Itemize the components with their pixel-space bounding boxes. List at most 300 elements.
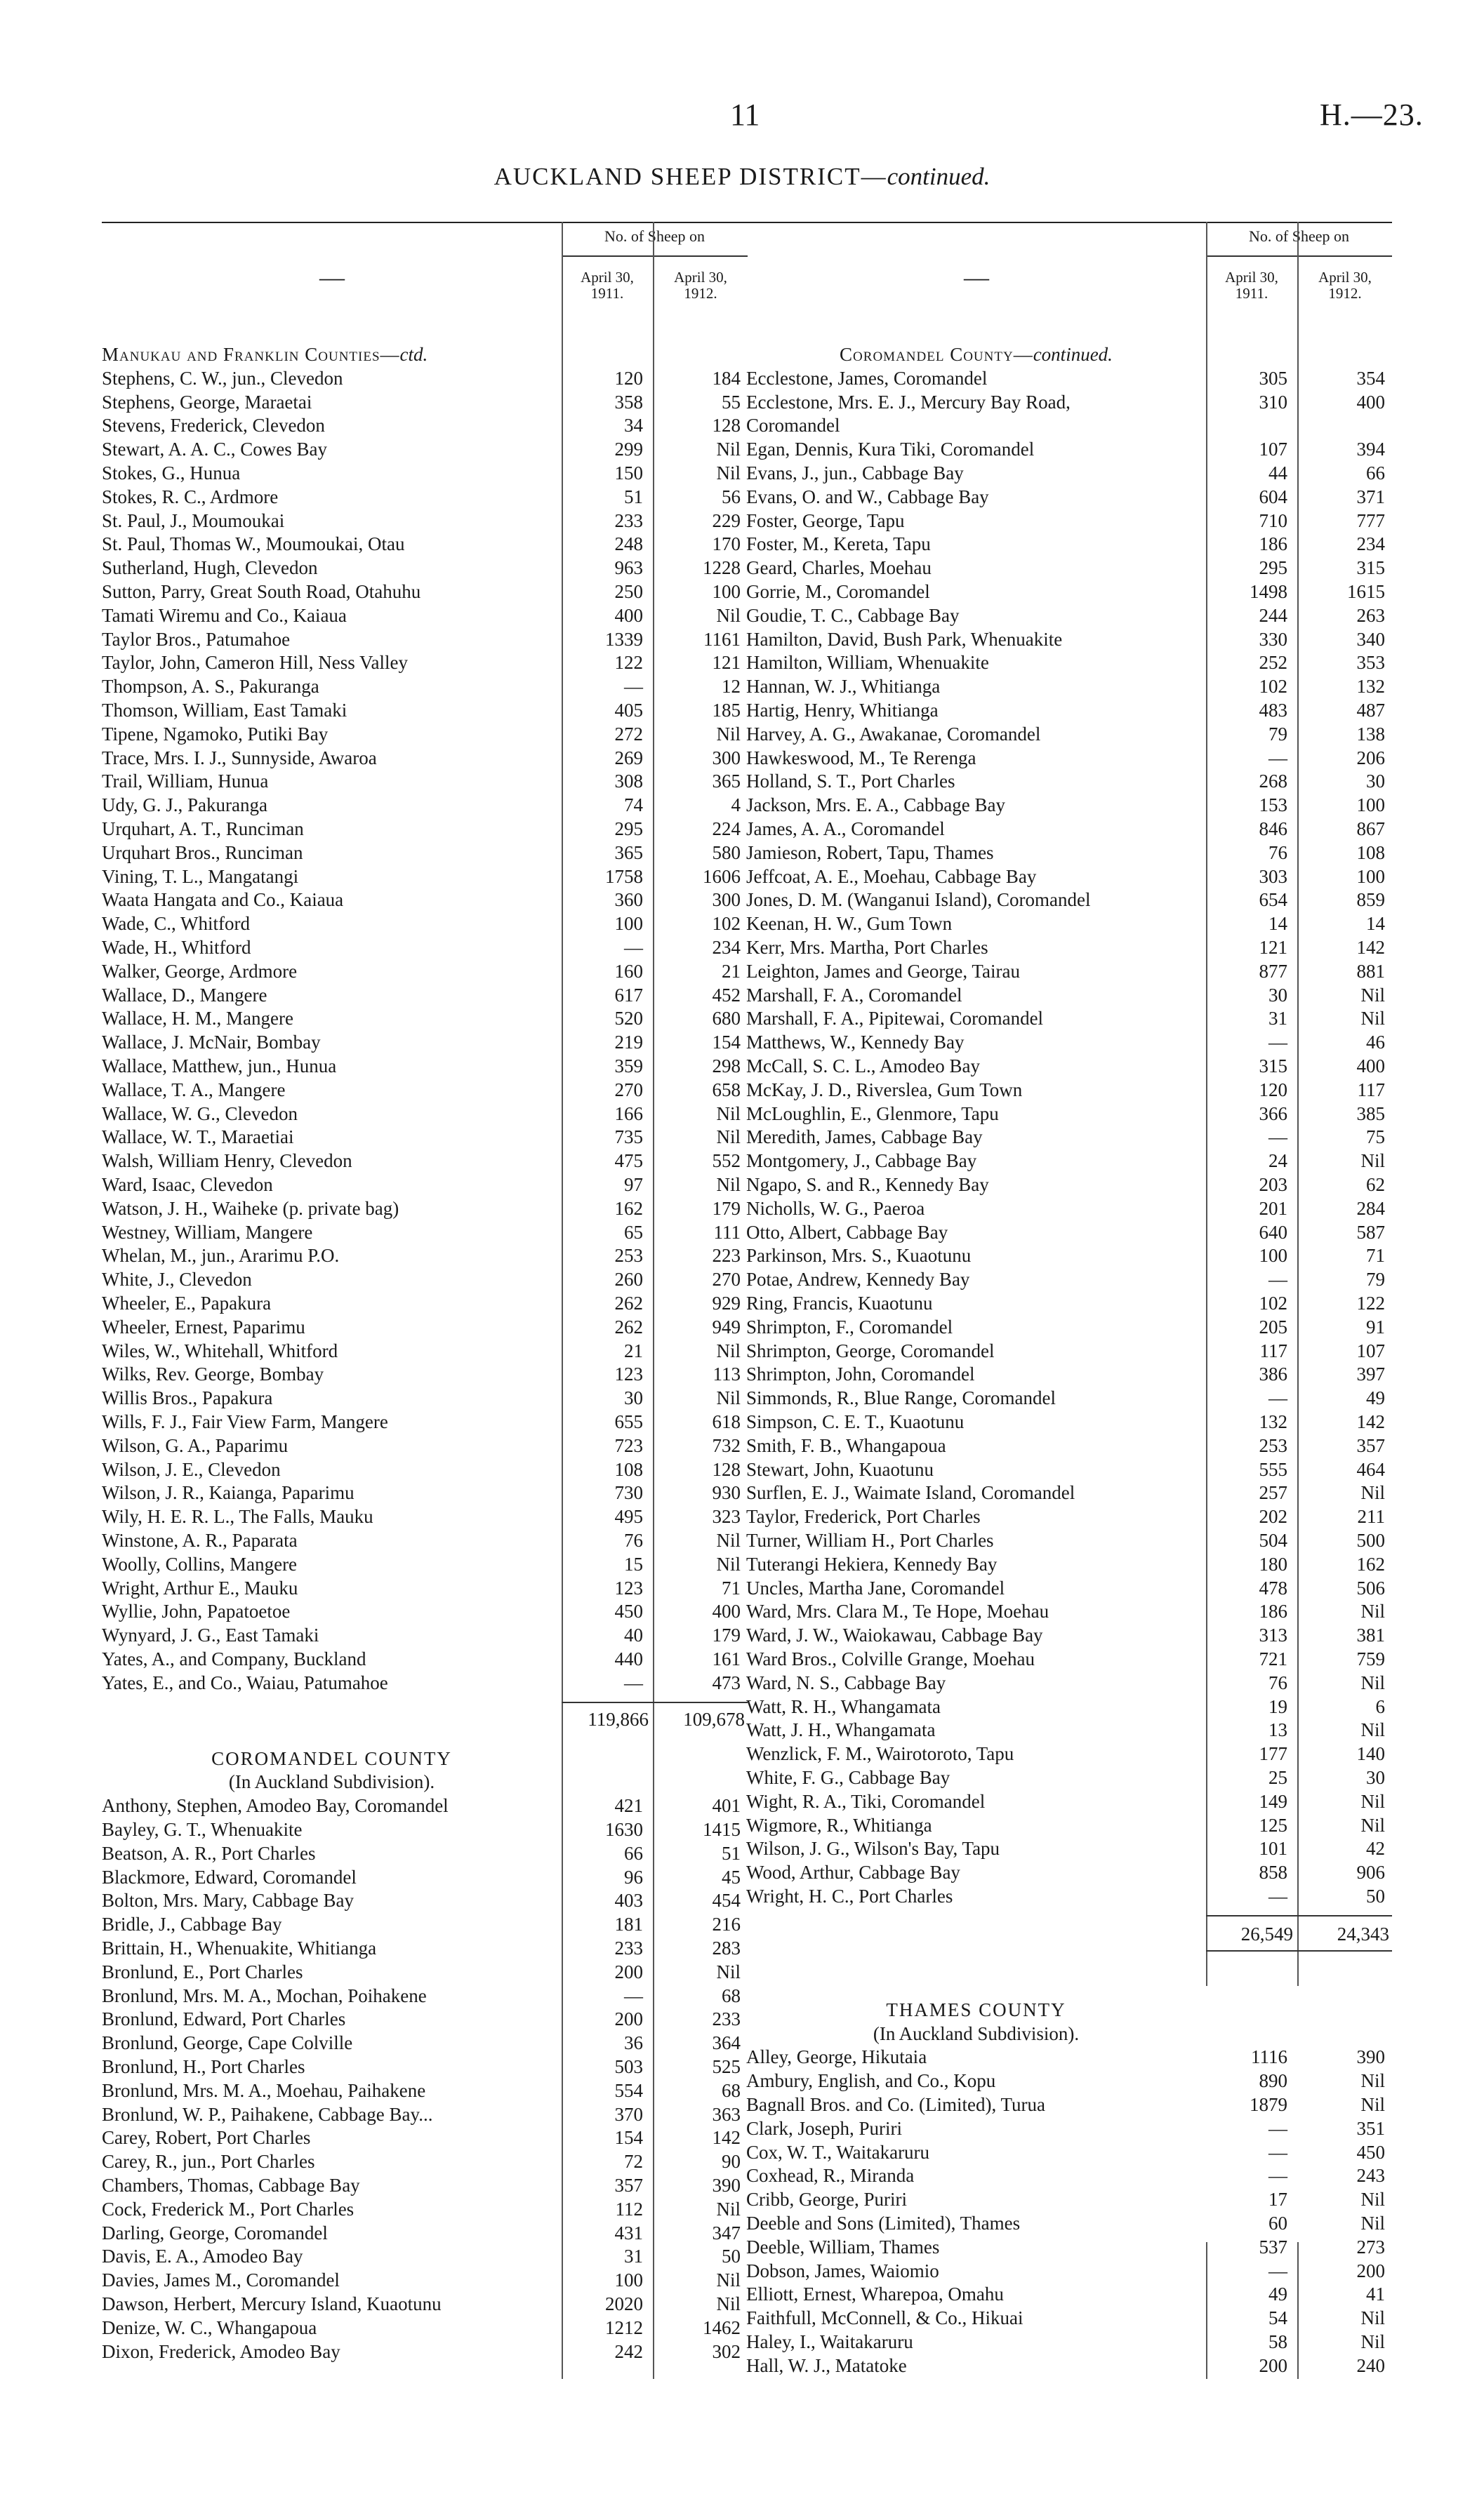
sheep-1911: — — [1268, 1387, 1287, 1409]
table-row — [102, 2055, 748, 2079]
table-row — [746, 437, 1392, 461]
sheep-1912: 233 — [712, 2008, 741, 2030]
sheep-1912: 390 — [1356, 2046, 1385, 2068]
sheep-1912: 473 — [712, 1672, 741, 1693]
table-row — [102, 769, 748, 793]
sheep-1912: 179 — [712, 1625, 741, 1646]
sheep-1912: 55 — [722, 391, 741, 413]
entry-name: Wallace, T. A., Mangere — [102, 1079, 286, 1100]
table-row — [102, 2292, 748, 2316]
entry-name: Foster, M., Kereta, Tapu — [746, 533, 931, 555]
sheep-1911: 1498 — [1250, 581, 1287, 602]
section-heading: THAMES COUNTY — [886, 1999, 1066, 2020]
table-row — [102, 1984, 748, 2008]
sheep-1911: — — [1268, 2117, 1287, 2139]
entry-name: Walker, George, Ardmore — [102, 960, 298, 982]
sheep-1911: 17 — [1268, 2189, 1287, 2211]
sheep-1912: 122 — [1356, 1293, 1385, 1314]
sheep-1912: 62 — [1366, 1174, 1385, 1195]
entry-name: Stephens, C. W., jun., Clevedon — [102, 367, 343, 389]
entry-name: Brittain, H., Whenuakite, Whitianga — [102, 1938, 377, 1959]
sheep-1911: 21 — [624, 1340, 643, 1361]
header-dash: — — [964, 263, 989, 291]
sheep-1912: 454 — [712, 1890, 741, 1912]
sheep-1912: 111 — [713, 1221, 741, 1243]
sheep-1912: 50 — [1366, 1886, 1385, 1907]
table-row — [746, 1836, 1392, 1860]
entry-name: Montgomery, J., Cabbage Bay — [746, 1150, 977, 1172]
table-row — [102, 1315, 748, 1339]
table-row — [746, 651, 1392, 674]
table-row — [102, 1528, 748, 1552]
entry-name: Wallace, Matthew, jun., Hunua — [102, 1055, 337, 1076]
table-row — [102, 2221, 748, 2245]
sheep-1911: 735 — [614, 1126, 643, 1148]
table-row — [746, 2069, 1392, 2093]
sheep-1912: 140 — [1356, 1743, 1385, 1765]
sheep-1912: 90 — [722, 2151, 741, 2173]
entry-name: Wily, H. E. R. L., The Falls, Mauku — [102, 1506, 373, 1528]
col-1912-label: April 30, 1912. — [1318, 269, 1372, 302]
table-row — [102, 1818, 748, 1841]
sheep-1911: 450 — [614, 1601, 643, 1622]
sheep-1912: 777 — [1356, 509, 1385, 531]
entry-name: Bronlund, E., Port Charles — [102, 1961, 303, 1982]
sheep-1911: 201 — [1259, 1197, 1287, 1219]
table-row — [102, 2079, 748, 2102]
entry-name: Stokes, R. C., Ardmore — [102, 486, 279, 507]
entry-name: Dixon, Frederick, Amodeo Bay — [102, 2340, 340, 2362]
entry-name: White, F. G., Cabbage Bay — [746, 1767, 950, 1788]
table-row — [102, 2173, 748, 2197]
sheep-1912: Nil — [716, 604, 741, 626]
sheep-1911: 51 — [624, 486, 643, 507]
sheep-1912: 354 — [1356, 367, 1385, 389]
sheep-1911: 125 — [1259, 1814, 1287, 1836]
table-row — [746, 1813, 1392, 1837]
entry-name: Alley, George, Hikutaia — [746, 2046, 927, 2068]
sheep-1911: 120 — [1259, 1079, 1287, 1100]
table-row — [746, 1362, 1392, 1386]
entry-name: Coromandel — [746, 415, 840, 436]
sheep-1912: Nil — [1360, 1672, 1385, 1693]
table-row — [746, 1339, 1392, 1363]
entry-name: Jackson, Mrs. E. A., Cabbage Bay — [746, 794, 1005, 816]
table-row — [102, 509, 748, 533]
sheep-1911: 478 — [1259, 1577, 1287, 1599]
sheep-1912: 68 — [722, 1985, 741, 2006]
sheep-1912: 270 — [712, 1269, 741, 1291]
entry-name: Uncles, Martha Jane, Coromandel — [746, 1577, 1005, 1599]
sheep-1911: 76 — [1268, 841, 1287, 863]
sheep-1912: 680 — [712, 1008, 741, 1029]
total-1911: 26,549 — [1240, 1923, 1293, 1945]
table-row — [102, 2031, 748, 2055]
table-row — [746, 2140, 1392, 2164]
sheep-1911: — — [1268, 1886, 1287, 1907]
entry-name: Tuterangi Hekiera, Kennedy Bay — [746, 1553, 998, 1575]
table-row — [746, 1695, 1392, 1719]
sheep-1911: 154 — [614, 2127, 643, 2149]
entry-name: St. Paul, Thomas W., Moumoukai, Otau — [102, 533, 405, 555]
table-row — [746, 1528, 1392, 1552]
table-row — [746, 888, 1392, 912]
sheep-1912: Nil — [716, 1387, 741, 1409]
sheep-1912: 45 — [722, 1866, 741, 1888]
header-subrule — [1206, 255, 1392, 257]
sheep-1912: 500 — [1356, 1530, 1385, 1551]
entry-name: Carey, Robert, Port Charles — [102, 2127, 311, 2149]
table-row — [102, 1386, 748, 1410]
entry-name: Bayley, G. T., Whenuakite — [102, 1819, 303, 1840]
sheep-1911: 858 — [1259, 1862, 1287, 1884]
entry-name: Smith, F. B., Whangapoua — [746, 1434, 946, 1456]
sheep-1912: Nil — [1360, 2189, 1385, 2211]
entry-name: Ngapo, S. and R., Kennedy Bay — [746, 1174, 989, 1195]
table-row — [746, 2235, 1392, 2259]
table-row — [746, 509, 1392, 533]
sheep-1912: 234 — [1356, 533, 1385, 555]
entry-name: Blackmore, Edward, Coromandel — [102, 1866, 357, 1888]
sheep-1912: 315 — [1356, 557, 1385, 579]
sheep-1912: Nil — [716, 1102, 741, 1124]
sheep-1912: 6 — [1375, 1695, 1385, 1717]
entry-name: Harvey, A. G., Awakanae, Coromandel — [746, 723, 1041, 745]
sheep-1911: 233 — [614, 1938, 643, 1959]
sheep-1911: 617 — [614, 984, 643, 1006]
sheep-1912: 363 — [712, 2103, 741, 2125]
entry-name: Faithfull, McConnell, & Co., Hikuai — [746, 2307, 1023, 2329]
sheep-1912: 284 — [1356, 1197, 1385, 1219]
table-row — [746, 1458, 1392, 1481]
sheep-1912: 487 — [1356, 700, 1385, 721]
sheep-1911: 400 — [614, 604, 643, 626]
table-row — [102, 1220, 748, 1244]
entry-name: Vining, T. L., Mangatangi — [102, 865, 299, 887]
sheep-1912: 243 — [1356, 2165, 1385, 2187]
sheep-1911: 66 — [624, 1842, 643, 1864]
sheep-1912: Nil — [716, 1553, 741, 1575]
sheep-1912: 949 — [712, 1316, 741, 1338]
table-row — [102, 461, 748, 485]
entry-name: Bronlund, Mrs. M. A., Moehau, Paihakene — [102, 2079, 426, 2101]
entry-name: Parkinson, Mrs. S., Kuaotunu — [746, 1245, 972, 1267]
table-row — [102, 390, 748, 414]
entry-name: Bronlund, W. P., Paihakene, Cabbage Bay... — [102, 2103, 433, 2125]
sheep-1912: 1606 — [703, 865, 741, 887]
sheep-1911: — — [1268, 2260, 1287, 2281]
sheep-1912: 50 — [722, 2246, 741, 2267]
table-row — [746, 1244, 1392, 1267]
entry-name: Evans, O. and W., Cabbage Bay — [746, 486, 989, 507]
sheep-1911: 24 — [1268, 1150, 1287, 1172]
sheep-1911: 431 — [614, 2222, 643, 2244]
sheep-1911: 1879 — [1250, 2094, 1287, 2115]
table-row — [102, 793, 748, 817]
sheep-1912: 128 — [712, 1458, 741, 1480]
sheep-1912: Nil — [716, 723, 741, 745]
sheep-1912: 161 — [712, 1648, 741, 1669]
entry-name: Winstone, A. R., Paparata — [102, 1530, 298, 1551]
entry-name: Simmonds, R., Blue Range, Coromandel — [746, 1387, 1056, 1409]
sheep-1911: 120 — [614, 367, 643, 389]
sheep-1911: 604 — [1259, 486, 1287, 507]
sheep-1912: 121 — [712, 652, 741, 674]
sheep-1911: 112 — [615, 2198, 643, 2220]
table-row — [102, 1912, 748, 1936]
sheep-1911: 257 — [1259, 1482, 1287, 1504]
sheep-1912: 1228 — [703, 557, 741, 579]
sheep-1912: Nil — [716, 2198, 741, 2220]
table-row — [746, 1789, 1392, 1813]
sheep-1911: — — [1268, 1126, 1287, 1148]
sheep-1911: 520 — [614, 1008, 643, 1029]
entry-name: White, J., Clevedon — [102, 1269, 252, 1291]
sheep-1912: 138 — [1356, 723, 1385, 745]
sheep-1912: 364 — [712, 2032, 741, 2054]
entry-name: Ambury, English, and Co., Kopu — [746, 2070, 996, 2092]
table-row — [102, 1841, 748, 1865]
sheep-1911: 963 — [614, 557, 643, 579]
entry-name: Udy, G. J., Pakuranga — [102, 794, 267, 816]
sheep-1911: 357 — [614, 2175, 643, 2196]
sheep-1912: 452 — [712, 984, 741, 1006]
sheep-1912: 206 — [1356, 747, 1385, 768]
sheep-1912: 273 — [1356, 2236, 1385, 2258]
sheep-1911: 101 — [1259, 1838, 1287, 1860]
sheep-1911: 108 — [614, 1458, 643, 1480]
entry-name: Davies, James M., Coromandel — [102, 2269, 340, 2291]
sheep-1912: 400 — [1356, 1055, 1385, 1076]
sheep-1912: Nil — [1360, 2094, 1385, 2115]
table-row — [746, 2259, 1392, 2283]
entry-name: Wiles, W., Whitehall, Whitford — [102, 1340, 338, 1361]
sheep-1911: — — [1268, 747, 1287, 768]
sheep-1911: 272 — [614, 723, 643, 745]
sheep-1912: Nil — [1360, 1482, 1385, 1504]
sheep-1911: 260 — [614, 1269, 643, 1291]
section-subheading: (In Auckland Subdivision). — [873, 2022, 1080, 2044]
sheep-1912: 929 — [712, 1293, 741, 1314]
sheep-1912: 71 — [722, 1577, 741, 1599]
entry-name: Bronlund, George, Cape Colville — [102, 2032, 353, 2054]
sheep-1911: 76 — [1268, 1672, 1287, 1693]
sheep-1912: 1615 — [1347, 581, 1385, 602]
table-row — [102, 1267, 748, 1291]
entry-name: Wallace, H. M., Mangere — [102, 1008, 293, 1029]
entry-name: Dawson, Herbert, Mercury Island, Kuaotunu — [102, 2293, 442, 2314]
sheep-1912: 351 — [1356, 2117, 1385, 2139]
sheep-1912: 506 — [1356, 1577, 1385, 1599]
sheep-1911: 60 — [1268, 2213, 1287, 2234]
table-row — [746, 1315, 1392, 1339]
entry-name: Dobson, James, Waiomio — [746, 2260, 939, 2281]
sheep-1911: 721 — [1259, 1648, 1287, 1669]
sheep-1911: 200 — [1259, 2354, 1287, 2376]
table-row — [102, 580, 748, 604]
entry-name: Wheeler, Ernest, Paparimu — [102, 1316, 305, 1338]
sheep-1911: 150 — [614, 462, 643, 484]
sheep-1912: 759 — [1356, 1648, 1385, 1669]
sheep-1911: 153 — [1259, 794, 1287, 816]
sheep-1911: 503 — [614, 2056, 643, 2077]
table-row — [746, 1718, 1392, 1742]
sheep-1912: 91 — [1366, 1316, 1385, 1338]
sheep-1912: Nil — [1360, 2213, 1385, 2234]
entry-name: Hall, W. J., Matatoke — [746, 2354, 907, 2376]
table-row — [102, 1125, 748, 1149]
entry-name: Whelan, M., jun., Ararimu P.O. — [102, 1245, 340, 1267]
table-row — [102, 959, 748, 983]
sheep-1911: — — [1268, 1269, 1287, 1291]
sheep-1911: 74 — [624, 794, 643, 816]
sheep-1912: 580 — [712, 841, 741, 863]
entry-name: Stewart, John, Kuaotunu — [746, 1458, 934, 1480]
entry-name: Denize, W. C., Whangapoua — [102, 2316, 317, 2338]
sheep-1911: 253 — [614, 1245, 643, 1267]
sheep-1911: 31 — [624, 2246, 643, 2267]
total-1912: 24,343 — [1337, 1923, 1389, 1945]
sheep-1911: 14 — [1268, 913, 1287, 935]
sheep-1912: 51 — [722, 1842, 741, 1864]
sheep-1911: 15 — [624, 1553, 643, 1575]
table-row — [102, 2316, 748, 2340]
entry-name: Wade, H., Whitford — [102, 937, 251, 958]
entry-name: Yates, A., and Company, Buckland — [102, 1648, 366, 1669]
entry-name: Sutton, Parry, Great South Road, Otahuhu — [102, 581, 421, 602]
table-row — [102, 746, 748, 770]
entry-name: Willis Bros., Papakura — [102, 1387, 273, 1409]
table-row — [102, 1173, 748, 1196]
table-row — [102, 651, 748, 674]
table-row — [102, 485, 748, 509]
sheep-1911: 475 — [614, 1150, 643, 1172]
entry-name: Shrimpton, George, Coromandel — [746, 1340, 995, 1361]
table-row — [746, 580, 1392, 604]
page-number: 11 — [730, 98, 760, 132]
sheep-1911: 295 — [614, 818, 643, 839]
sheep-1911: 100 — [614, 2269, 643, 2291]
sheep-1912: 211 — [1357, 1506, 1385, 1528]
sheep-1911: 160 — [614, 960, 643, 982]
sheep-1911: 269 — [614, 747, 643, 768]
sheep-1912: 618 — [712, 1411, 741, 1432]
sheep-1912: Nil — [1360, 1790, 1385, 1812]
entry-name: Ward, N. S., Cabbage Bay — [746, 1672, 946, 1693]
sheep-1912: 223 — [712, 1245, 741, 1267]
sheep-1911: 1212 — [605, 2316, 643, 2338]
table-row — [746, 532, 1392, 556]
entry-name: Watson, J. H., Waiheke (p. private bag) — [102, 1197, 399, 1219]
sheep-1912: 234 — [712, 937, 741, 958]
table-row — [102, 983, 748, 1007]
table-row — [102, 1102, 748, 1126]
sheep-1912: 117 — [1357, 1079, 1385, 1100]
entry-name: Wright, Arthur E., Mauku — [102, 1577, 298, 1599]
table-row — [746, 2306, 1392, 2330]
entry-name: Haley, I., Waitakaruru — [746, 2331, 913, 2352]
sheep-1911: — — [624, 676, 643, 698]
table-row — [102, 627, 748, 651]
table-row — [102, 888, 748, 912]
entry-name: Ecclestone, James, Coromandel — [746, 367, 988, 389]
table-row — [746, 959, 1392, 983]
sheep-1912: Nil — [716, 1961, 741, 1982]
table-row — [102, 1434, 748, 1458]
sheep-1912: 587 — [1356, 1221, 1385, 1243]
table-row — [102, 556, 748, 580]
sheep-1911: 19 — [1268, 1695, 1287, 1717]
sheep-1911: 365 — [614, 841, 643, 863]
sheep-1912: 357 — [1356, 1434, 1385, 1456]
table-row — [746, 1576, 1392, 1600]
sheep-1911: 30 — [624, 1387, 643, 1409]
entry-name: Gorrie, M., Coromandel — [746, 581, 930, 602]
table-row — [746, 2354, 1392, 2378]
entry-name: Wills, F. J., Fair View Farm, Mangere — [102, 1411, 388, 1432]
sheep-1911: 200 — [614, 2008, 643, 2030]
entry-name: McKay, J. D., Riverslea, Gum Town — [746, 1079, 1023, 1100]
sheep-1911: 100 — [1259, 1245, 1287, 1267]
sheep-1911: 262 — [614, 1293, 643, 1314]
sheep-1911: 315 — [1259, 1055, 1287, 1076]
sheep-1911: 723 — [614, 1434, 643, 1456]
entry-name: Carey, R., jun., Port Charles — [102, 2151, 315, 2173]
entry-name: Watt, J. H., Whangamata — [746, 1719, 936, 1741]
sheep-1911: 96 — [624, 1866, 643, 1888]
sheep-1911: 202 — [1259, 1506, 1287, 1528]
entry-name: Hamilton, David, Bush Park, Whenuakite — [746, 628, 1063, 650]
entry-name: Egan, Dennis, Kura Tiki, Coromandel — [746, 439, 1035, 460]
sheep-1912: 353 — [1356, 652, 1385, 674]
sheep-1911: 200 — [614, 1961, 643, 1982]
entry-name: Ward, Isaac, Clevedon — [102, 1174, 273, 1195]
table-row — [102, 1623, 748, 1647]
sheep-1911: 299 — [614, 439, 643, 460]
sheep-1911: 122 — [614, 652, 643, 674]
entry-name: Stokes, G., Hunua — [102, 462, 241, 484]
table-row — [102, 2149, 748, 2173]
section-heading: COROMANDEL COUNTY — [211, 1747, 452, 1769]
sheep-1911: 554 — [614, 2079, 643, 2101]
entry-name: Ecclestone, Mrs. E. J., Mercury Bay Road, — [746, 391, 1071, 413]
entry-name: Turner, William H., Port Charles — [746, 1530, 994, 1551]
table-row — [102, 817, 748, 841]
table-row — [102, 1552, 748, 1576]
table-row — [102, 1244, 748, 1267]
entry-name: Bridle, J., Cabbage Bay — [102, 1914, 282, 1935]
sheep-1911: 640 — [1259, 1221, 1287, 1243]
table-row — [746, 1434, 1392, 1458]
table-row — [746, 2093, 1392, 2116]
sheep-1911: 123 — [614, 1364, 643, 1385]
sheep-1911: 117 — [1259, 1340, 1287, 1361]
entry-name: Marshall, F. A., Pipitewai, Coromandel — [746, 1008, 1044, 1029]
sheep-1911: 13 — [1268, 1719, 1287, 1741]
entry-name: Bronlund, Mrs. M. A., Mochan, Poihakene — [102, 1985, 427, 2006]
table-row — [102, 1078, 748, 1102]
document-code: H.—23. — [1320, 98, 1424, 132]
sheep-1911: 79 — [1268, 723, 1287, 745]
sheep-1912: 450 — [1356, 2141, 1385, 2163]
table-row — [102, 2244, 748, 2268]
sheep-1912: Nil — [1360, 1008, 1385, 1029]
sheep-1912: 323 — [712, 1506, 741, 1528]
entry-name: Bolton, Mrs. Mary, Cabbage Bay — [102, 1890, 354, 1912]
entry-name: Wilson, G. A., Paparimu — [102, 1434, 289, 1456]
sheep-1911: 313 — [1259, 1625, 1287, 1646]
sheep-1911: 253 — [1259, 1434, 1287, 1456]
